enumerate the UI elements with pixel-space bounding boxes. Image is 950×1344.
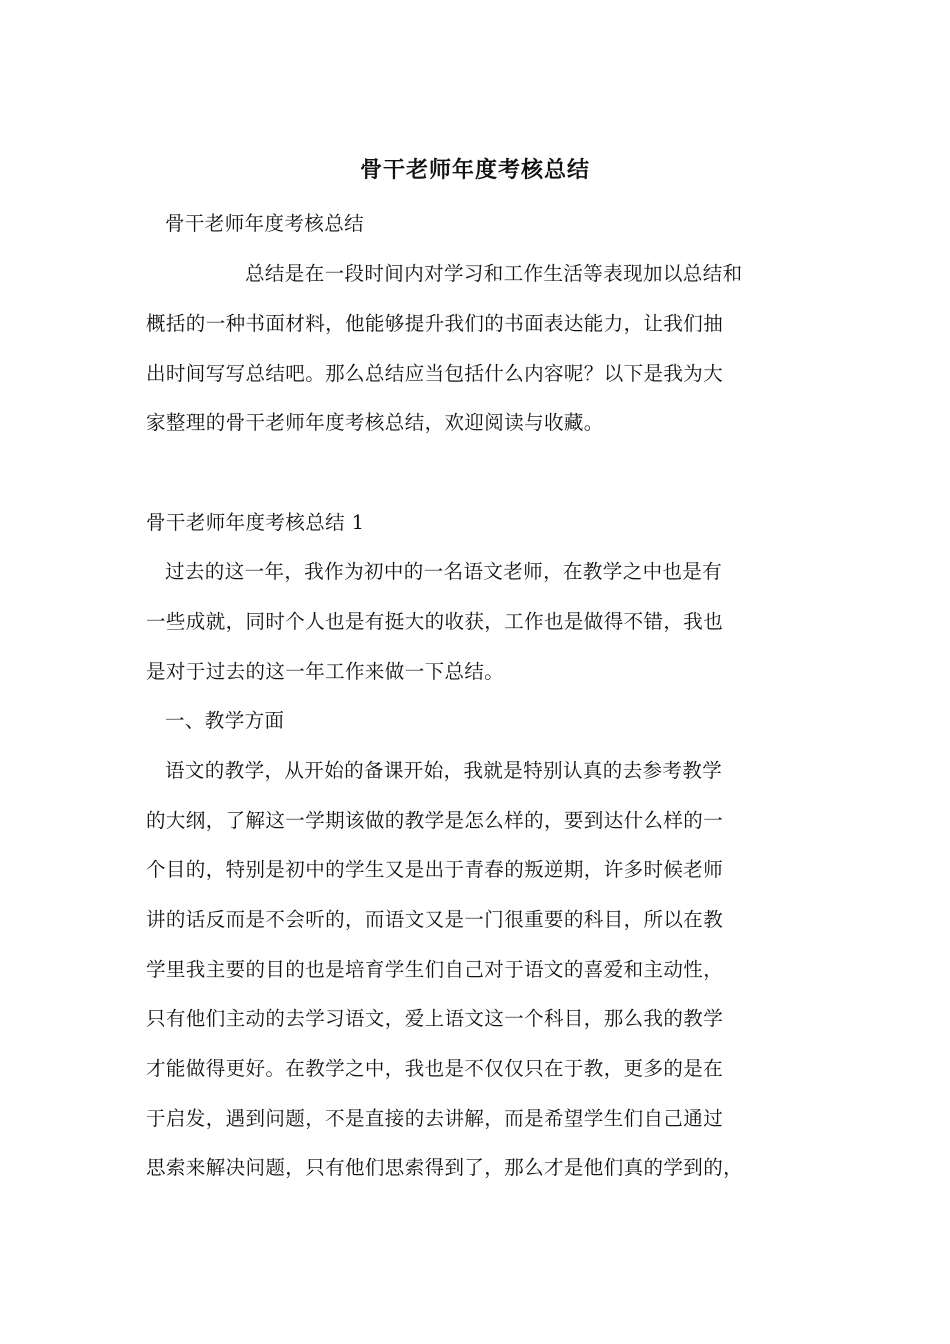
paragraph-line: 语文的教学，从开始的备课开始，我就是特别认真的去参考教学 bbox=[165, 759, 723, 782]
section-heading-1: 骨干老师年度考核总结 1 bbox=[146, 511, 365, 534]
paragraph-line: 个目的，特别是初中的学生又是出于青春的叛逆期，许多时候老师 bbox=[146, 858, 724, 881]
paragraph-line: 于启发，遇到问题，不是直接的去讲解，而是希望学生们自己通过 bbox=[146, 1107, 724, 1130]
paragraph-line: 的大纲，了解这一学期该做的教学是怎么样的，要到达什么样的一 bbox=[146, 809, 724, 832]
subsection-heading-teaching: 一、教学方面 bbox=[165, 709, 285, 732]
paragraph-line: 只有他们主动的去学习语文，爱上语文这一个科目，那么我的教学 bbox=[146, 1007, 724, 1030]
intro-line-1: 总结是在一段时间内对学习和工作生活等表现加以总结和 bbox=[245, 262, 743, 285]
intro-line-4: 家整理的骨干老师年度考核总结，欢迎阅读与收藏。 bbox=[146, 411, 604, 434]
paragraph-line: 是对于过去的这一年工作来做一下总结。 bbox=[146, 660, 505, 683]
paragraph-line: 讲的话反而是不会听的，而语文又是一门很重要的科目，所以在教 bbox=[146, 908, 724, 931]
subtitle-line: 骨干老师年度考核总结 bbox=[165, 212, 365, 235]
paragraph-line: 过去的这一年，我作为初中的一名语文老师，在教学之中也是有 bbox=[165, 560, 723, 583]
paragraph-line: 一些成就，同时个人也是有挺大的收获，工作也是做得不错，我也 bbox=[146, 610, 724, 633]
document-title: 骨干老师年度考核总结 bbox=[359, 157, 590, 183]
paragraph-line: 思索来解决问题，只有他们思索得到了，那么才是他们真的学到的， bbox=[146, 1156, 744, 1179]
intro-line-2: 概括的一种书面材料，他能够提升我们的书面表达能力，让我们抽 bbox=[146, 312, 724, 335]
intro-line-3: 出时间写写总结吧。那么总结应当包括什么内容呢？以下是我为大 bbox=[146, 362, 724, 385]
paragraph-line: 才能做得更好。在教学之中，我也是不仅仅只在于教，更多的是在 bbox=[146, 1057, 724, 1080]
paragraph-line: 学里我主要的目的也是培育学生们自己对于语文的喜爱和主动性， bbox=[146, 958, 724, 981]
